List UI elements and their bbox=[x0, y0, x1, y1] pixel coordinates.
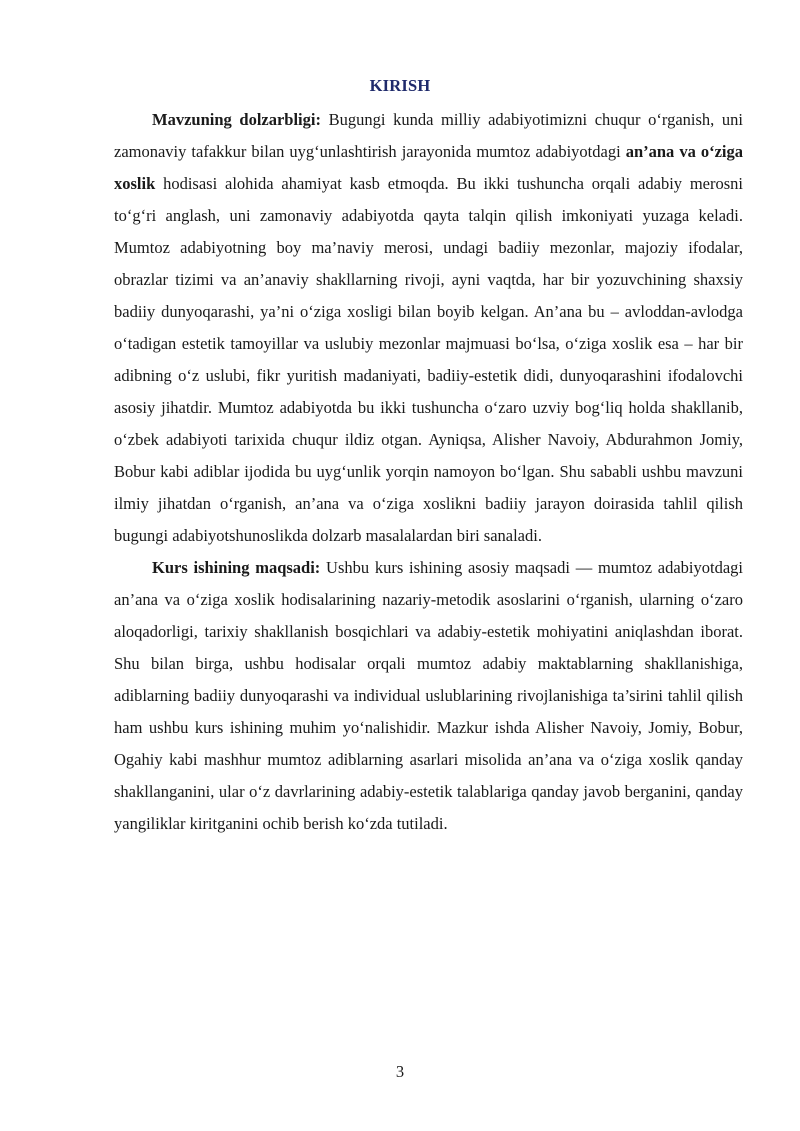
paragraph-text: Bugungi kunda milliy adabiyotimizni chuqur o‘rganish, uni zamonaviy tafakkur bilan uyg‘unlashtirish jarayonida mumtoz adabiyotdagi bbox=[114, 110, 744, 161]
paragraph-text: Ushbu kurs ishining asosiy maqsadi — mumtoz adabiyotdagi an’ana va o‘ziga xoslik hodisalarining nazariy-metodik asoslarini o‘rganish, ularning o‘zaro aloqadorligi, tarixiy shakllanish bosqichlari va adabiy-estetik mohiyatini aniqlashdan iborat. Shu bilan birga, ushbu hodisalar orqali mumtoz adabiy maktablarning shakllanishiga, adiblarning badiiy dunyoqarashi va individual uslublarining rivojlanishiga ta’sirini tahlil qilish ham ushbu kurs ishining muhim yo‘nalishidir. Mazkur ishda Alisher Navoiy, Jomiy, Bobur, Ogahiy kabi mashhur mumtoz adiblarning asarlari misolida an’ana va o‘ziga xoslik qanday shakllanganini, ular o‘z davrlarining adabiy-estetik talablariga qanday javob berganini, qanday yangiliklar kiritganini ochib berish ko‘zda tutiladi. bbox=[114, 558, 743, 833]
paragraph-text: hodisasi alohida ahamiyat kasb etmoqda. Bu ikki tushuncha orqali adabiy merosni to‘g‘ri anglash, uni zamonaviy adabiyotda qayta talqin qilish imkoniyati yuzaga keladi. Mumtoz adabiyotning boy ma’naviy merosi, undagi badiiy mezonlar, majoziy ifodalar, obrazlar tizimi va an’anaviy shakllarning rivoji, ayni vaqtda, har bir yozuvchining shaxsiy badiiy dunyoqarashi, ya’ni o‘ziga xosligi bilan boyib kelgan. An’ana bu – avloddan-avlodga o‘tadigan estetik tamoyillar va uslubiy mezonlar majmuasi bo‘lsa, o‘ziga xoslik esa – har bir adibning o‘z uslubi, fikr yuritish madaniyati, badiiy-estetik didi, dunyoqarashini ifodalovchi asosiy jihatdir. Mumtoz adabiyotda bu ikki tushuncha o‘zaro uzviy bog‘liq holda shakllanib, o‘zbek adabiyoti tarixida chuqur ildiz otgan. Ayniqsa, Alisher Navoiy, Abdurahmon Jomiy, Bobur kabi adiblar ijodida bu uyg‘unlik yorqin namoyon bo‘lgan. Shu sababli ushbu mavzuni ilmiy jihatdan o‘rganish, an’ana va o‘ziga xoslikni badiiy jarayon doirasida tahlil qilish bugungi adabiyotshunoslikda dolzarb masalalardan biri sanaladi. bbox=[114, 174, 743, 545]
page-number: 3 bbox=[395, 1062, 405, 1081]
emphasized-phrase: an’ana va o‘ziga xoslik bbox=[114, 142, 744, 193]
body-text bbox=[114, 104, 743, 840]
paragraph-lead: Mavzuning dolzarbligi: bbox=[152, 110, 321, 129]
paragraph-goal bbox=[114, 552, 743, 840]
section-title: KIRISH bbox=[369, 76, 431, 95]
paragraph-relevance bbox=[114, 104, 743, 552]
paragraph-lead: Kurs ishining maqsadi: bbox=[152, 558, 321, 577]
